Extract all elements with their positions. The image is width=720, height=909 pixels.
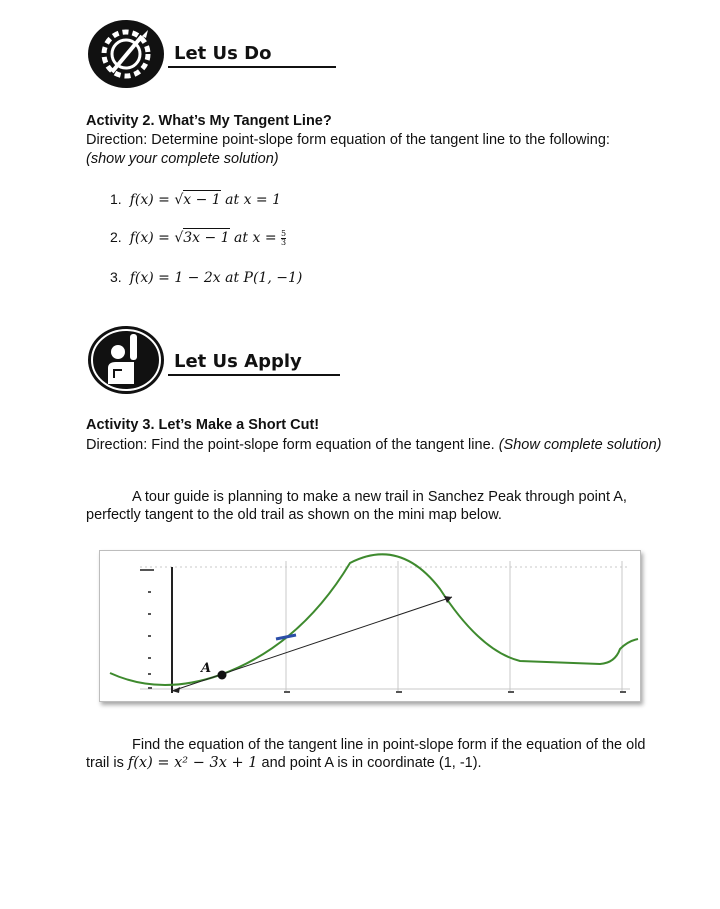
mini-map: [99, 550, 641, 702]
activity2-heading: Activity 2. What’s My Tangent Line?: [86, 113, 332, 129]
activity3-note: (Show complete solution): [498, 437, 662, 453]
point-a-dot: [218, 671, 227, 680]
question-text-post: and point A is in coordinate (1, -1).: [261, 755, 482, 771]
trail-map-svg: [100, 551, 640, 701]
problem-item-2: 2. f(x) = √3x − 1 at x = $\frac{5}{3}$: [110, 228, 287, 247]
activity2-direction: Direction: Determine point-slope form equation of the tangent line to the following:: [86, 132, 610, 148]
axis-ticks: [140, 569, 626, 693]
point-a-label: A: [201, 661, 212, 676]
question-equation: f(x) = x² − 3x + 1: [127, 755, 258, 771]
activity3-heading: Activity 3. Let’s Make a Short Cut!: [86, 417, 320, 433]
gear-pencil-icon: [86, 18, 166, 90]
radicand: 3x − 1: [183, 230, 230, 246]
condition: at x = 1: [225, 192, 281, 208]
raised-hand-icon: [86, 324, 166, 396]
problem-text: f(x) = 1 − 2x at P(1, −1): [129, 270, 303, 286]
item-number: 1.: [110, 191, 122, 207]
activity3-direction-block: [86, 436, 666, 454]
problem-item-3: [110, 269, 302, 286]
section-title-let-us-apply: Let Us Apply: [174, 351, 302, 372]
scenario-text: A tour guide is planning to make a new trail in Sanchez Peak through point A, perfectly tangent to the old trail as shown on the mini map below.: [86, 489, 627, 523]
item-number: 2.: [110, 229, 122, 245]
fraction: $\frac{5}{3}$: [281, 228, 287, 247]
question-text-pre: Find the equation of the tangent line in point-slope form if the equation of the old trail is: [86, 737, 646, 771]
old-trail-curve: [110, 554, 638, 685]
title-underline: [168, 374, 340, 376]
function-label: f(x) =: [129, 192, 175, 208]
map-grid: [140, 561, 630, 691]
radicand: x − 1: [183, 192, 221, 208]
activity3-direction: Direction: Find the point-slope form equation of the tangent line.: [86, 437, 495, 453]
tangent-line: [172, 597, 452, 691]
condition: at x =: [234, 230, 281, 246]
function-label: f(x) =: [129, 230, 175, 246]
problem-item-1: 1. f(x) = √x − 1 at x = 1: [110, 191, 281, 208]
tangent-point-marker: [276, 635, 296, 639]
question-paragraph: [86, 736, 666, 772]
title-underline: [168, 66, 336, 68]
activity2-note: (show your complete solution): [86, 151, 279, 167]
scenario-paragraph: [86, 488, 666, 524]
section-title-let-us-do: Let Us Do: [174, 43, 272, 64]
tangent-arrowtail: [172, 687, 180, 693]
item-number: 3.: [110, 269, 122, 285]
